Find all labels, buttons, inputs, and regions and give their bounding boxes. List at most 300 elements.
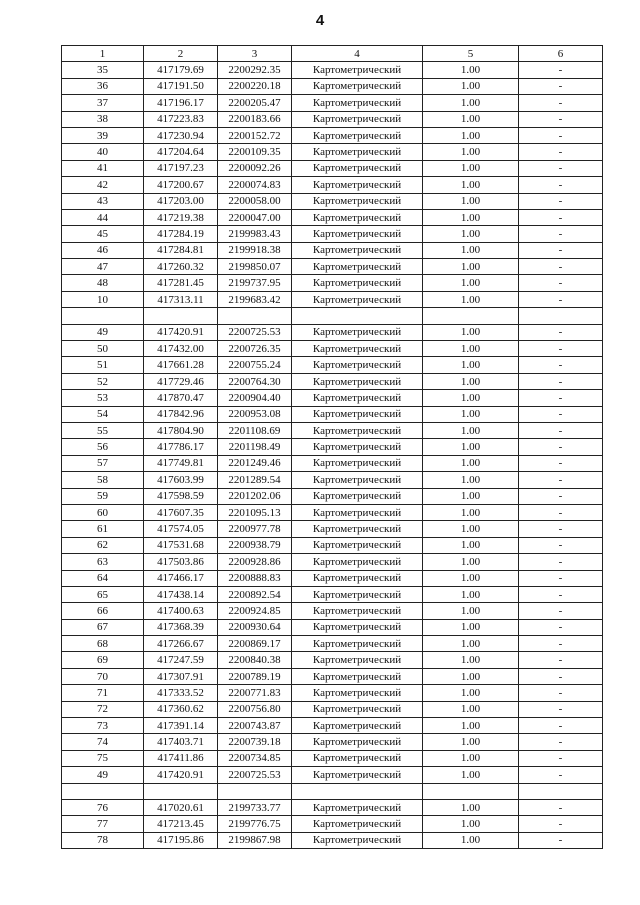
y-coordinate-cell: 2200764.30: [218, 373, 292, 389]
y-coordinate-cell: 2199737.95: [218, 275, 292, 291]
method-cell: Картометрический: [292, 504, 423, 520]
method-cell: Картометрический: [292, 226, 423, 242]
y-coordinate-cell: 2200771.83: [218, 685, 292, 701]
x-coordinate-cell: 417020.61: [144, 799, 218, 815]
point-number-cell: 44: [62, 209, 144, 225]
table-header-row: [62, 46, 603, 62]
y-coordinate-cell: 2200725.53: [218, 767, 292, 783]
point-number-cell: 71: [62, 685, 144, 701]
accuracy-cell: 1.00: [423, 472, 519, 488]
method-cell: Картометрический: [292, 832, 423, 848]
table-row: [62, 472, 603, 488]
x-coordinate-cell: 417603.99: [144, 472, 218, 488]
table-row: [62, 554, 603, 570]
note-cell: -: [519, 734, 603, 750]
accuracy-cell: 1.00: [423, 799, 519, 815]
accuracy-cell: 1.00: [423, 455, 519, 471]
method-cell: Картометрический: [292, 554, 423, 570]
method-cell: Картометрический: [292, 652, 423, 668]
method-cell: Картометрический: [292, 127, 423, 143]
method-cell: Картометрический: [292, 767, 423, 783]
y-coordinate-cell: 2199850.07: [218, 259, 292, 275]
x-coordinate-cell: 417391.14: [144, 718, 218, 734]
y-coordinate-cell: 2200734.85: [218, 750, 292, 766]
method-cell: Картометрический: [292, 259, 423, 275]
method-cell: Картометрический: [292, 275, 423, 291]
x-coordinate-cell: 417230.94: [144, 127, 218, 143]
accuracy-cell: 1.00: [423, 570, 519, 586]
x-coordinate-cell: 417307.91: [144, 668, 218, 684]
note-cell: -: [519, 570, 603, 586]
accuracy-cell: 1.00: [423, 685, 519, 701]
y-coordinate-cell: 2200220.18: [218, 78, 292, 94]
x-coordinate-cell: 417213.45: [144, 816, 218, 832]
point-number-cell: 69: [62, 652, 144, 668]
coordinates-table: [61, 45, 603, 849]
method-cell: Картометрический: [292, 373, 423, 389]
y-coordinate-cell: 2200292.35: [218, 62, 292, 78]
table-row: [62, 193, 603, 209]
point-number-cell: 65: [62, 586, 144, 602]
note-cell: -: [519, 275, 603, 291]
y-coordinate-cell: 2200092.26: [218, 160, 292, 176]
point-number-cell: 60: [62, 504, 144, 520]
method-cell: Картометрический: [292, 455, 423, 471]
note-cell: -: [519, 767, 603, 783]
x-coordinate-cell: 417284.81: [144, 242, 218, 258]
x-coordinate-cell: 417804.90: [144, 422, 218, 438]
x-coordinate-cell: 417196.17: [144, 95, 218, 111]
table-row: [62, 832, 603, 848]
accuracy-cell: 1.00: [423, 586, 519, 602]
table-row: [62, 701, 603, 717]
point-number-cell: 75: [62, 750, 144, 766]
point-number-cell: 61: [62, 521, 144, 537]
point-number-cell: 70: [62, 668, 144, 684]
separator-row: [62, 783, 603, 799]
accuracy-cell: 1.00: [423, 209, 519, 225]
point-number-cell: 77: [62, 816, 144, 832]
accuracy-cell: 1.00: [423, 62, 519, 78]
accuracy-cell: 1.00: [423, 439, 519, 455]
empty-cell: [144, 783, 218, 799]
x-coordinate-cell: 417333.52: [144, 685, 218, 701]
y-coordinate-cell: 2200756.80: [218, 701, 292, 717]
method-cell: Картометрический: [292, 144, 423, 160]
x-coordinate-cell: 417420.91: [144, 767, 218, 783]
method-cell: Картометрический: [292, 668, 423, 684]
empty-cell: [144, 308, 218, 324]
x-coordinate-cell: 417200.67: [144, 177, 218, 193]
accuracy-cell: 1.00: [423, 95, 519, 111]
y-coordinate-cell: 2199776.75: [218, 816, 292, 832]
table-row: [62, 504, 603, 520]
x-coordinate-cell: 417420.91: [144, 324, 218, 340]
method-cell: Картометрический: [292, 390, 423, 406]
note-cell: -: [519, 455, 603, 471]
table-row: [62, 95, 603, 111]
x-coordinate-cell: 417203.00: [144, 193, 218, 209]
table-row: [62, 209, 603, 225]
x-coordinate-cell: 417411.86: [144, 750, 218, 766]
note-cell: -: [519, 668, 603, 684]
x-coordinate-cell: 417179.69: [144, 62, 218, 78]
accuracy-cell: 1.00: [423, 160, 519, 176]
note-cell: -: [519, 144, 603, 160]
x-coordinate-cell: 417607.35: [144, 504, 218, 520]
note-cell: -: [519, 701, 603, 717]
accuracy-cell: 1.00: [423, 718, 519, 734]
column-header: 1: [62, 46, 144, 62]
accuracy-cell: 1.00: [423, 193, 519, 209]
x-coordinate-cell: 417191.50: [144, 78, 218, 94]
empty-cell: [292, 783, 423, 799]
accuracy-cell: 1.00: [423, 111, 519, 127]
x-coordinate-cell: 417598.59: [144, 488, 218, 504]
point-number-cell: 37: [62, 95, 144, 111]
note-cell: -: [519, 586, 603, 602]
y-coordinate-cell: 2200739.18: [218, 734, 292, 750]
y-coordinate-cell: 2201198.49: [218, 439, 292, 455]
point-number-cell: 74: [62, 734, 144, 750]
point-number-cell: 66: [62, 603, 144, 619]
note-cell: -: [519, 259, 603, 275]
column-header: 3: [218, 46, 292, 62]
point-number-cell: 49: [62, 324, 144, 340]
note-cell: -: [519, 799, 603, 815]
y-coordinate-cell: 2199867.98: [218, 832, 292, 848]
y-coordinate-cell: 2200789.19: [218, 668, 292, 684]
column-header: 6: [519, 46, 603, 62]
method-cell: Картометрический: [292, 488, 423, 504]
x-coordinate-cell: 417749.81: [144, 455, 218, 471]
point-number-cell: 58: [62, 472, 144, 488]
method-cell: Картометрический: [292, 439, 423, 455]
accuracy-cell: 1.00: [423, 652, 519, 668]
x-coordinate-cell: 417400.63: [144, 603, 218, 619]
table-row: [62, 357, 603, 373]
empty-cell: [423, 783, 519, 799]
y-coordinate-cell: 2200205.47: [218, 95, 292, 111]
method-cell: Картометрический: [292, 521, 423, 537]
table-row: [62, 406, 603, 422]
accuracy-cell: 1.00: [423, 275, 519, 291]
method-cell: Картометрический: [292, 701, 423, 717]
empty-cell: [519, 783, 603, 799]
accuracy-cell: 1.00: [423, 734, 519, 750]
table-row: [62, 636, 603, 652]
note-cell: -: [519, 537, 603, 553]
table-row: [62, 127, 603, 143]
point-number-cell: 64: [62, 570, 144, 586]
accuracy-cell: 1.00: [423, 750, 519, 766]
note-cell: -: [519, 209, 603, 225]
note-cell: -: [519, 554, 603, 570]
point-number-cell: 78: [62, 832, 144, 848]
accuracy-cell: 1.00: [423, 767, 519, 783]
x-coordinate-cell: 417219.38: [144, 209, 218, 225]
table-row: [62, 160, 603, 176]
accuracy-cell: 1.00: [423, 554, 519, 570]
table-row: [62, 324, 603, 340]
method-cell: Картометрический: [292, 570, 423, 586]
table-row: [62, 259, 603, 275]
note-cell: -: [519, 226, 603, 242]
x-coordinate-cell: 417503.86: [144, 554, 218, 570]
y-coordinate-cell: 2200953.08: [218, 406, 292, 422]
note-cell: -: [519, 341, 603, 357]
point-number-cell: 40: [62, 144, 144, 160]
accuracy-cell: 1.00: [423, 341, 519, 357]
y-coordinate-cell: 2200755.24: [218, 357, 292, 373]
empty-cell: [218, 783, 292, 799]
y-coordinate-cell: 2200904.40: [218, 390, 292, 406]
note-cell: -: [519, 160, 603, 176]
point-number-cell: 55: [62, 422, 144, 438]
accuracy-cell: 1.00: [423, 324, 519, 340]
method-cell: Картометрический: [292, 537, 423, 553]
separator-row: [62, 308, 603, 324]
note-cell: -: [519, 357, 603, 373]
note-cell: -: [519, 816, 603, 832]
point-number-cell: 38: [62, 111, 144, 127]
note-cell: -: [519, 111, 603, 127]
accuracy-cell: 1.00: [423, 504, 519, 520]
note-cell: -: [519, 291, 603, 307]
table-row: [62, 291, 603, 307]
x-coordinate-cell: 417266.67: [144, 636, 218, 652]
point-number-cell: 10: [62, 291, 144, 307]
method-cell: Картометрический: [292, 193, 423, 209]
table-body: [62, 62, 603, 849]
x-coordinate-cell: 417281.45: [144, 275, 218, 291]
method-cell: Картометрический: [292, 95, 423, 111]
note-cell: -: [519, 619, 603, 635]
point-number-cell: 63: [62, 554, 144, 570]
table-row: [62, 422, 603, 438]
note-cell: -: [519, 373, 603, 389]
table-row: [62, 275, 603, 291]
table-row: [62, 816, 603, 832]
table-row: [62, 144, 603, 160]
accuracy-cell: 1.00: [423, 603, 519, 619]
table-row: [62, 488, 603, 504]
accuracy-cell: 1.00: [423, 619, 519, 635]
note-cell: -: [519, 504, 603, 520]
accuracy-cell: 1.00: [423, 816, 519, 832]
y-coordinate-cell: 2200938.79: [218, 537, 292, 553]
table-row: [62, 78, 603, 94]
x-coordinate-cell: 417531.68: [144, 537, 218, 553]
table-row: [62, 570, 603, 586]
note-cell: -: [519, 685, 603, 701]
x-coordinate-cell: 417368.39: [144, 619, 218, 635]
note-cell: -: [519, 62, 603, 78]
table-row: [62, 390, 603, 406]
method-cell: Картометрический: [292, 242, 423, 258]
method-cell: Картометрический: [292, 406, 423, 422]
accuracy-cell: 1.00: [423, 636, 519, 652]
table-row: [62, 734, 603, 750]
method-cell: Картометрический: [292, 111, 423, 127]
x-coordinate-cell: 417870.47: [144, 390, 218, 406]
table-row: [62, 242, 603, 258]
accuracy-cell: 1.00: [423, 832, 519, 848]
x-coordinate-cell: 417438.14: [144, 586, 218, 602]
table-row: [62, 586, 603, 602]
method-cell: Картометрический: [292, 177, 423, 193]
point-number-cell: 42: [62, 177, 144, 193]
point-number-cell: 54: [62, 406, 144, 422]
y-coordinate-cell: 2200928.86: [218, 554, 292, 570]
y-coordinate-cell: 2200924.85: [218, 603, 292, 619]
method-cell: Картометрический: [292, 160, 423, 176]
note-cell: -: [519, 242, 603, 258]
note-cell: -: [519, 177, 603, 193]
x-coordinate-cell: 417197.23: [144, 160, 218, 176]
accuracy-cell: 1.00: [423, 488, 519, 504]
method-cell: Картометрический: [292, 324, 423, 340]
y-coordinate-cell: 2200869.17: [218, 636, 292, 652]
method-cell: Картометрический: [292, 209, 423, 225]
point-number-cell: 50: [62, 341, 144, 357]
accuracy-cell: 1.00: [423, 242, 519, 258]
table-row: [62, 750, 603, 766]
method-cell: Картометрический: [292, 799, 423, 815]
note-cell: -: [519, 193, 603, 209]
table-row: [62, 455, 603, 471]
table-row: [62, 685, 603, 701]
accuracy-cell: 1.00: [423, 259, 519, 275]
y-coordinate-cell: 2200074.83: [218, 177, 292, 193]
page-number: 4: [315, 12, 325, 29]
x-coordinate-cell: 417260.32: [144, 259, 218, 275]
accuracy-cell: 1.00: [423, 78, 519, 94]
point-number-cell: 36: [62, 78, 144, 94]
table-row: [62, 718, 603, 734]
note-cell: -: [519, 750, 603, 766]
point-number-cell: 57: [62, 455, 144, 471]
accuracy-cell: 1.00: [423, 537, 519, 553]
accuracy-cell: 1.00: [423, 521, 519, 537]
point-number-cell: 59: [62, 488, 144, 504]
y-coordinate-cell: 2200183.66: [218, 111, 292, 127]
note-cell: -: [519, 439, 603, 455]
point-number-cell: 43: [62, 193, 144, 209]
point-number-cell: 51: [62, 357, 144, 373]
accuracy-cell: 1.00: [423, 291, 519, 307]
y-coordinate-cell: 2201202.06: [218, 488, 292, 504]
method-cell: Картометрический: [292, 603, 423, 619]
y-coordinate-cell: 2199683.42: [218, 291, 292, 307]
note-cell: -: [519, 636, 603, 652]
point-number-cell: 45: [62, 226, 144, 242]
empty-cell: [519, 308, 603, 324]
accuracy-cell: 1.00: [423, 177, 519, 193]
y-coordinate-cell: 2200930.64: [218, 619, 292, 635]
x-coordinate-cell: 417432.00: [144, 341, 218, 357]
accuracy-cell: 1.00: [423, 701, 519, 717]
point-number-cell: 52: [62, 373, 144, 389]
point-number-cell: 41: [62, 160, 144, 176]
table-row: [62, 177, 603, 193]
table-row: [62, 373, 603, 389]
note-cell: -: [519, 95, 603, 111]
accuracy-cell: 1.00: [423, 390, 519, 406]
method-cell: Картометрический: [292, 291, 423, 307]
method-cell: Картометрический: [292, 619, 423, 635]
table-row: [62, 537, 603, 553]
y-coordinate-cell: 2200977.78: [218, 521, 292, 537]
table-row: [62, 619, 603, 635]
method-cell: Картометрический: [292, 750, 423, 766]
accuracy-cell: 1.00: [423, 144, 519, 160]
point-number-cell: 67: [62, 619, 144, 635]
method-cell: Картометрический: [292, 816, 423, 832]
x-coordinate-cell: 417466.17: [144, 570, 218, 586]
point-number-cell: 39: [62, 127, 144, 143]
note-cell: -: [519, 832, 603, 848]
method-cell: Картометрический: [292, 636, 423, 652]
method-cell: Картометрический: [292, 586, 423, 602]
point-number-cell: 46: [62, 242, 144, 258]
method-cell: Картометрический: [292, 734, 423, 750]
accuracy-cell: 1.00: [423, 127, 519, 143]
table-row: [62, 341, 603, 357]
accuracy-cell: 1.00: [423, 668, 519, 684]
x-coordinate-cell: 417403.71: [144, 734, 218, 750]
column-header: 4: [292, 46, 423, 62]
note-cell: -: [519, 652, 603, 668]
table-row: [62, 226, 603, 242]
note-cell: -: [519, 521, 603, 537]
x-coordinate-cell: 417223.83: [144, 111, 218, 127]
note-cell: -: [519, 127, 603, 143]
y-coordinate-cell: 2199733.77: [218, 799, 292, 815]
x-coordinate-cell: 417786.17: [144, 439, 218, 455]
point-number-cell: 49: [62, 767, 144, 783]
y-coordinate-cell: 2201108.69: [218, 422, 292, 438]
x-coordinate-cell: 417661.28: [144, 357, 218, 373]
point-number-cell: 76: [62, 799, 144, 815]
accuracy-cell: 1.00: [423, 226, 519, 242]
x-coordinate-cell: 417729.46: [144, 373, 218, 389]
point-number-cell: 72: [62, 701, 144, 717]
x-coordinate-cell: 417195.86: [144, 832, 218, 848]
method-cell: Картометрический: [292, 78, 423, 94]
x-coordinate-cell: 417247.59: [144, 652, 218, 668]
y-coordinate-cell: 2201249.46: [218, 455, 292, 471]
note-cell: -: [519, 78, 603, 94]
note-cell: -: [519, 603, 603, 619]
method-cell: Картометрический: [292, 718, 423, 734]
y-coordinate-cell: 2200743.87: [218, 718, 292, 734]
y-coordinate-cell: 2200840.38: [218, 652, 292, 668]
column-header: 5: [423, 46, 519, 62]
accuracy-cell: 1.00: [423, 373, 519, 389]
table-row: [62, 652, 603, 668]
note-cell: -: [519, 390, 603, 406]
y-coordinate-cell: 2199983.43: [218, 226, 292, 242]
table-row: [62, 603, 603, 619]
x-coordinate-cell: 417842.96: [144, 406, 218, 422]
point-number-cell: 73: [62, 718, 144, 734]
point-number-cell: 53: [62, 390, 144, 406]
table-row: [62, 767, 603, 783]
empty-cell: [292, 308, 423, 324]
table-row: [62, 799, 603, 815]
y-coordinate-cell: 2200726.35: [218, 341, 292, 357]
